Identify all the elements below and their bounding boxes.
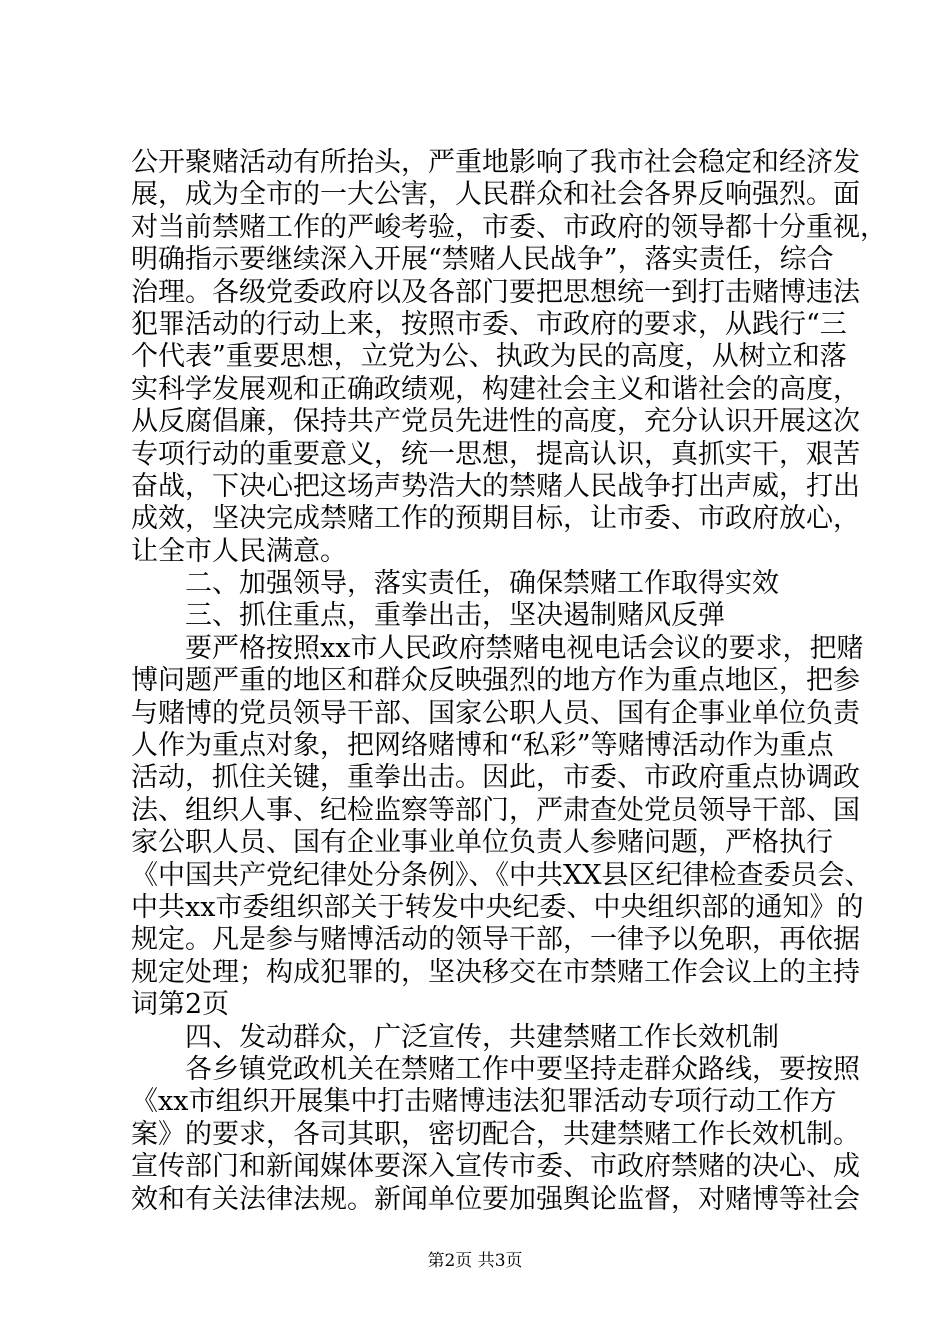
text-line: 人作为重点对象，把网络赌博和“私彩”等赌博活动作为重点 (131, 730, 834, 762)
text-line: 《中国共产党纪律处分条例》、《中共XX县区纪律检查委员会、 (131, 859, 872, 891)
text-line: 家公职人员、国有企业事业单位负责人参赌问题，严格执行 (131, 827, 833, 859)
text-line: 犯罪活动的行动上来，按照市委、市政府的要求，从践行“三 (131, 308, 847, 340)
text-line: 中共xx市委组织部关于转发中央纪委、中央组织部的通知》的 (131, 891, 864, 923)
section-heading-3: 三、抓住重点，重拳出击，坚决遏制赌风反弹 (185, 600, 725, 632)
text-line: 法、组织人事、纪检监察等部门，严肃查处党员领导干部、国 (131, 794, 860, 826)
text-line: 公开聚赌活动有所抬头，严重地影响了我市社会稳定和经济发 (131, 147, 860, 178)
text-line: 对当前禁赌工作的严峻考验，市委、市政府的领导都十分重视， (131, 211, 887, 243)
text-line: 活动，抓住关键，重拳出击。因此，市委、市政府重点协调政 (131, 762, 860, 794)
text-line: 个代表”重要思想，立党为公、执政为民的高度，从树立和落 (131, 341, 847, 373)
text-line: 明确指示要继续深入开展“禁赌人民战争”，落实责任，综合 (131, 244, 834, 276)
text-line: 规定处理；构成犯罪的，坚决移交在市禁赌工作会议上的主持 (131, 956, 860, 988)
text-line: 规定。凡是参与赌博活动的领导干部，一律予以免职，再依据 (131, 924, 860, 956)
text-line: 从反腐倡廉，保持共产党员先进性的高度，充分认识开展这次 (131, 406, 860, 438)
text-line: 效和有关法律法规。新闻单位要加强舆论监督，对赌博等社会 (131, 1183, 860, 1215)
page-number-footer: 第2页 共3页 (427, 1251, 523, 1271)
text-line: 宣传部门和新闻媒体要深入宣传市委、市政府禁赌的决心、成 (131, 1151, 860, 1183)
text-line: 《xx市组织开展集中打击赌博违法犯罪活动专项行动工作方 (131, 1086, 837, 1118)
text-line: 展，成为全市的一大公害，人民群众和社会各界反响强烈。面 (131, 179, 860, 211)
text-line: 案》的要求，各司其职，密切配合，共建禁赌工作长效机制。 (131, 1118, 860, 1150)
text-line: 让全市人民满意。 (131, 535, 347, 567)
text-line: 成效，坚决完成禁赌工作的预期目标，让市委、市政府放心， (131, 503, 860, 535)
text-line: 治理。各级党委政府以及各部门要把思想统一到打击赌博违法 (131, 276, 860, 308)
text-line: 要严格按照xx市人民政府禁赌电视电话会议的要求，把赌 (185, 632, 864, 664)
text-line: 博问题严重的地区和群众反映强烈的地方作为重点地区，把参 (131, 665, 860, 697)
section-heading-2: 二、加强领导，落实责任，确保禁赌工作取得实效 (185, 568, 779, 600)
text-line: 专项行动的重要意义，统一思想，提高认识，真抓实干，艰苦 (131, 438, 860, 470)
document-body (131, 147, 887, 1216)
text-line: 与赌博的党员领导干部、国家公职人员、国有企事业单位负责 (131, 697, 860, 729)
text-line: 实科学发展观和正确政绩观，构建社会主义和谐社会的高度， (131, 373, 860, 405)
section-heading-4: 四、发动群众，广泛宣传，共建禁赌工作长效机制 (185, 1021, 779, 1053)
text-line: 各乡镇党政机关在禁赌工作中要坚持走群众路线，要按照 (185, 1053, 860, 1085)
text-line: 词第2页 (131, 989, 230, 1021)
text-line: 奋战，下决心把这场声势浩大的禁赌人民战争打出声威，打出 (131, 470, 860, 502)
